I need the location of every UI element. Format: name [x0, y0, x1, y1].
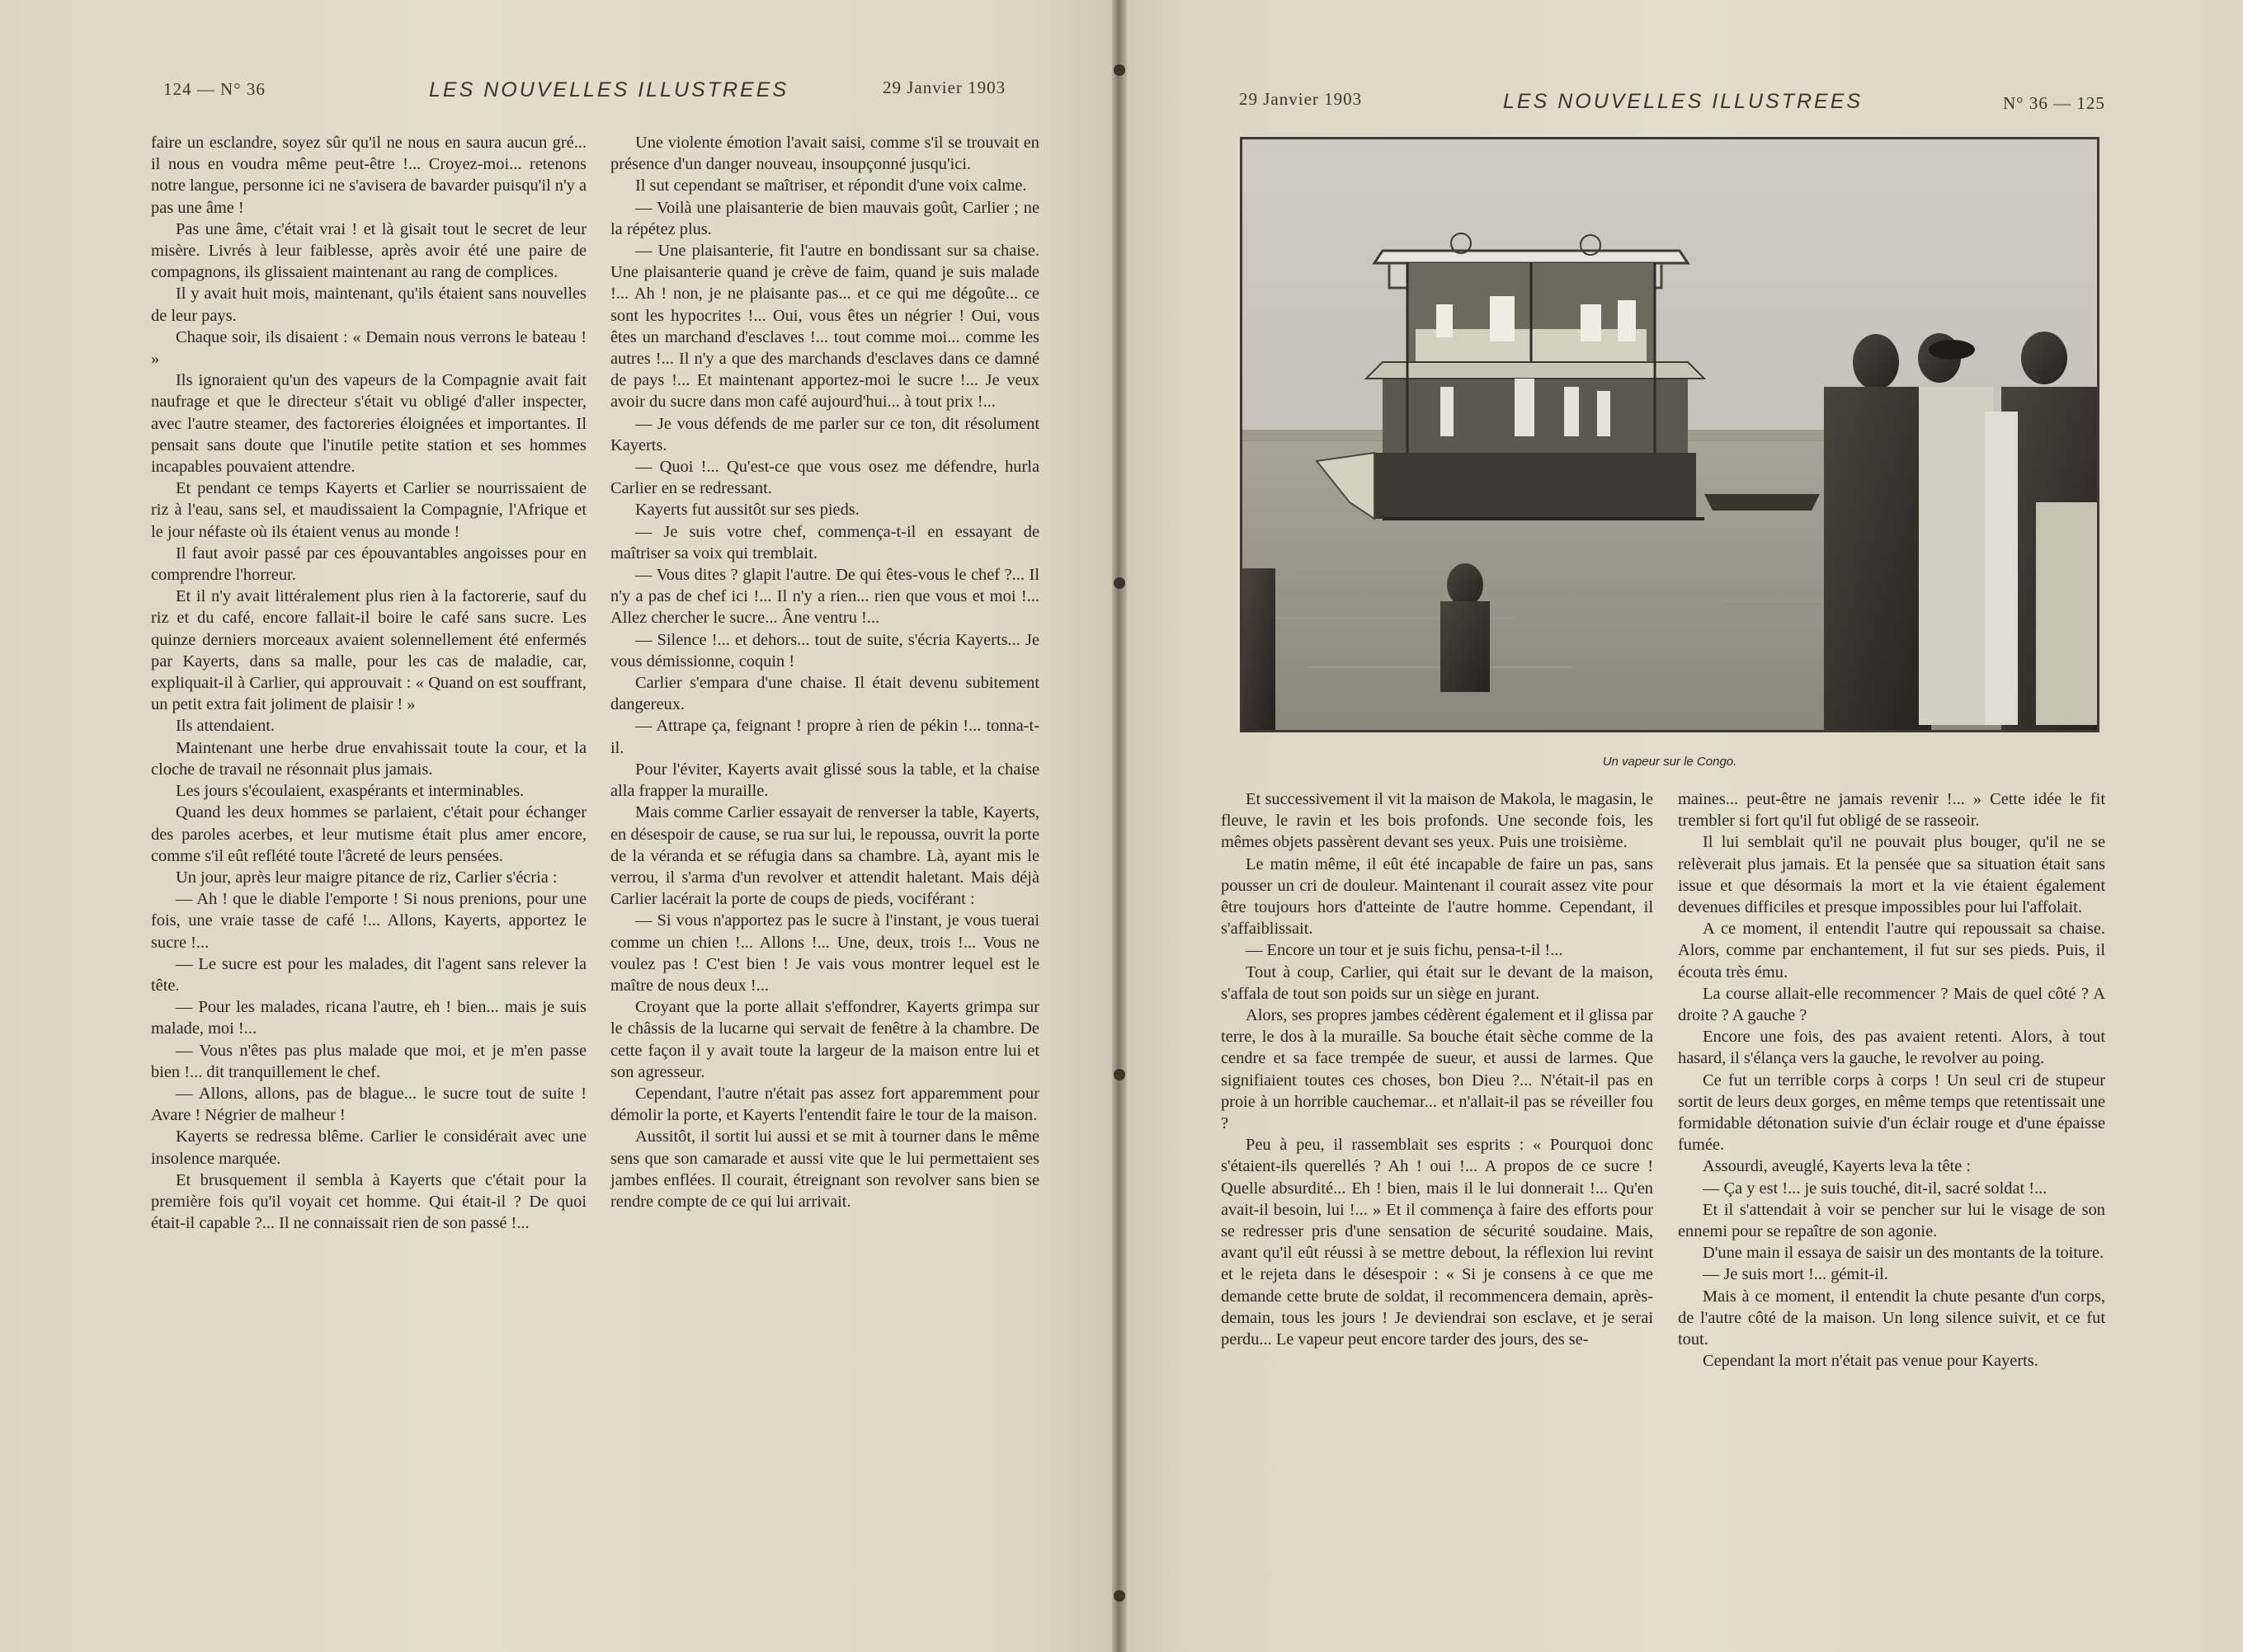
right-header-date: 29 Janvier 1903 — [1239, 89, 1363, 109]
paragraph: Et successivement il vit la maison de Makola, le magasin, le fleuve, le ravin et les bois profonds. Une seconde fois, les mêmes objets passèrent devant ses yeux. Puis une troisième. — [1221, 790, 1653, 852]
paragraph: Aussitôt, il sortit lui aussi et se mit à tourner dans le même sens que son camarade et aussi vite que le lui permettaient ses jambes enflées. Il courait, étreignant son revolver sans bien se rendre compte de ce qui lui arrivait. — [610, 1127, 1039, 1211]
paragraph: maines... peut-être ne jamais revenir !... » Cette idée le fit trembler si fort qu'il fut obligé de se rasseoir. — [1678, 790, 2105, 831]
paragraph: — Encore un tour et je suis fichu, pensa-t-il !... — [1246, 941, 1563, 960]
paragraph: Croyant que la porte allait s'effondrer, Kayerts grimpa sur le châssis de la lucarne qui servait de fenêtre à la chambre. De cette façon il y avait toute la largeur de la maison entre lui et son agresseur. — [610, 998, 1039, 1081]
paragraph: Et il s'attendait à voir se pencher sur lui le visage de son ennemi pour se repaître de son agonie. — [1678, 1200, 2105, 1241]
paragraph: Kayerts se redressa blême. Carlier le considérait avec une insolence marquée. — [151, 1127, 587, 1168]
paragraph: Carlier s'empara d'une chaise. Il était devenu subitement dangereux. — [610, 674, 1039, 714]
paragraph: — Je vous défends de me parler sur ce ton, dit résolument Kayerts. — [610, 414, 1039, 454]
paragraph: Il faut avoir passé par ces épouvantables angoisses pour en comprendre l'horreur. — [151, 544, 587, 585]
paragraph: Chaque soir, ils disaient : « Demain nous verrons le bateau ! » — [151, 327, 587, 369]
paragraph: Ils attendaient. — [176, 717, 276, 736]
book-gutter — [1112, 0, 1127, 1652]
paragraph: Maintenant une herbe drue envahissait toute la cour, et la cloche de travail ne résonnait plus jamais. — [151, 738, 587, 779]
paragraph: Alors, ses propres jambes cédèrent également et il glissa par terre, le dos à la muraille. Sa bouche était sèche comme de la cendre et sa face trempée de sueur, et aussi de larmes. Que signifiaient toutes ces choses, bon Dieu ?... N'était-il pas en proie à un horrible cauchemar... et n'allait-il pas se réveiller fou ? — [1221, 1006, 1653, 1133]
left-page-number: 124 — N° 36 — [163, 79, 266, 99]
paragraph: La course allait-elle recommencer ? Mais de quel côté ? A droite ? A gauche ? — [1678, 984, 2105, 1025]
paragraph: — Si vous n'apportez pas le sucre à l'instant, je vous tuerai comme un chien !... Allons !... Une, deux, trois !... Vous ne voulez pas ! C'est bien ! Je vais vous montrer lequel est le maître de nous deux !... — [610, 911, 1039, 995]
paragraph: Peu à peu, il rassemblait ses esprits : « Pourquoi donc s'étaient-ils querellés ? Ah ! oui !... A propos de ce sucre ! Quelle absurdité... Eh ! bien, mais il le lui donnerait !... Qu'en avait-il besoin, lui !... » Et il commença à faire des efforts pour se redresser pris d'une sensation de sécurité soudaine. Mais, avant qu'il eût réussi à se mettre debout, la réflexion lui revint et le rejeta dans le désespoir : « Si je consens à ce que me demande cette brute de soldat, il recommencera demain, après-demain, tous les jours ! Je deviendrai son esclave, et je serai perdu... Le vapeur peut encore tarder des jours, des se- — [1221, 1136, 1653, 1349]
paragraph: — Quoi !... Qu'est-ce que vous osez me défendre, hurla Carlier en se redressant. — [610, 458, 1039, 498]
paragraph: — Je suis mort !... gémit-il. — [1703, 1265, 1888, 1284]
paragraph: Les jours s'écoulaient, exaspérants et interminables. — [176, 782, 525, 801]
paragraph: Mais comme Carlier essayait de renverser la table, Kayerts, en désespoir de cause, se rua sur lui, le repoussa, ouvrit la porte de la véranda et se réfugia dans sa chambre. Là, ayant mis le verrou, il s'arma d'un revolver et attendit haletant. Mais déjà Carlier lacérait la porte de coups de pieds, vociférant : — [610, 803, 1039, 909]
paragraph: Un jour, après leur maigre pitance de riz, Carlier s'écria : — [176, 868, 558, 887]
right-running-title: LES NOUVELLES ILLUSTREES — [1503, 90, 1864, 113]
paragraph: Assourdi, aveuglé, Kayerts leva la tête : — [1703, 1157, 1972, 1176]
paragraph: — Ah ! que le diable l'emporte ! Si nous prenions, pour une fois, une vraie tasse de café !... Allons, Kayerts, apportez le sucre !... — [151, 890, 587, 952]
right-page-column-1 — [1221, 788, 1653, 1350]
paragraph: Cependant la mort n'était pas venue pour Kayerts. — [1703, 1352, 2038, 1371]
left-header-date: 29 Janvier 1903 — [883, 78, 1006, 97]
paragraph: — Pour les malades, ricana l'autre, eh ! bien... mais je suis malade, moi !... — [151, 998, 587, 1038]
paragraph: Encore une fois, des pas avaient retenti. Alors, à tout hasard, il s'élança vers la gauche, le revolver au poing. — [1678, 1028, 2105, 1068]
binding-staple — [1114, 1069, 1125, 1080]
paragraph: — Le sucre est pour les malades, dit l'agent sans relever la tête. — [151, 954, 587, 995]
paragraph: Et brusquement il sembla à Kayerts que c'était pour la première fois qu'il voyait cet homme. Qui était-il ? De quoi était-il capable ?... Il ne connaissait rien de son passé !... — [151, 1170, 587, 1233]
paragraph: Pas une âme, c'était vrai ! et là gisait tout le secret de leur misère. Livrés à leur faiblesse, après avoir été une paire de compagnons, ils glissaient maintenant au rang de complices. — [151, 219, 587, 282]
right-page-column-2 — [1678, 788, 2105, 1372]
right-page-number: N° 36 — 125 — [2003, 93, 2105, 113]
paragraph: — Ça y est !... je suis touché, dit-il, sacré soldat !... — [1703, 1179, 2047, 1198]
paragraph: Ils ignoraient qu'un des vapeurs de la Compagnie avait fait naufrage et que le directeur s'était vu obligé d'aller inspecter, avec l'autre steamer, des factoreries éloignées et importantes. Il pensait sans doute que l'inutile petite station et ses hommes incapables pouvaient attendre. — [151, 371, 587, 477]
paragraph: — Je suis votre chef, commença-t-il en essayant de maîtriser sa voix qui tremblait. — [610, 522, 1039, 562]
paragraph: Tout à coup, Carlier, qui était sur le devant de la maison, s'affala de tout son poids sur un siège en jurant. — [1221, 962, 1653, 1003]
paragraph: Le matin même, il eût été incapable de faire un pas, sans pousser un cri de douleur. Maintenant il courait assez vite pour être toujours hors d'atteinte de l'autre homme. Cependant, il s'affaiblissait. — [1221, 854, 1653, 939]
paragraph: D'une main il essaya de saisir un des montants de la toiture. — [1703, 1244, 2104, 1263]
paragraph: — Une plaisanterie, fit l'autre en bondissant sur sa chaise. Une plaisanterie quand je crève de faim, quand je suis malade !... Ah ! non, je ne plaisante pas... et ce qui me dégoûte... ce sont les hypocrites !... Oui, vous êtes un négrier ! Oui, vous êtes un marchand d'esclaves !... tout comme moi... comme les autres !... Il n'y a que des marchands d'esclaves dans ce damné de pays !... Et maintenant apportez-moi le sucre !... Je veux avoir du sucre dans mon café aujourd'hui... à tout prix !... — [610, 242, 1039, 412]
figure-caption: Un vapeur sur le Congo. — [1602, 755, 1737, 769]
paragraph: Quand les deux hommes se parlaient, c'était pour échanger des paroles acerbes, et leur mutisme était plus amer encore, comme s'il eût reflété toute l'âcreté de leurs pensées. — [151, 803, 587, 865]
paragraph: — Allons, allons, pas de blague... le sucre tout de suite ! Avare ! Négrier de malheur ! — [151, 1084, 587, 1125]
paragraph: Une violente émotion l'avait saisi, comme s'il se trouvait en présence d'un danger nouveau, insoupçonné jusqu'ici. — [610, 134, 1039, 174]
paragraph: — Voilà une plaisanterie de bien mauvais goût, Carlier ; ne la répétez plus. — [610, 198, 1039, 238]
left-running-title: LES NOUVELLES ILLUSTREES — [429, 78, 789, 101]
paragraph: Ce fut un terrible corps à corps ! Un seul cri de stupeur sortit de leurs deux gorges, en même temps que retentissait une formidable détonation suivie d'un éclair rouge et d'une épaisse fumée. — [1678, 1071, 2105, 1155]
paragraph: — Vous n'êtes pas plus malade que moi, et je m'en passe bien !... dit tranquillement le chef. — [151, 1041, 587, 1081]
binding-staple — [1114, 64, 1125, 76]
paragraph: faire un esclandre, soyez sûr qu'il ne nous en saura aucun gré... il nous en voudra même peut-être !... Croyez-moi... retenons notre langue, personne ici ne s'avisera de bavarder puisqu'il n'y a pas une âme ! — [151, 134, 587, 217]
paragraph: Il y avait huit mois, maintenant, qu'ils étaient sans nouvelles de leur pays. — [151, 285, 587, 325]
paragraph: Cependant, l'autre n'était pas assez fort apparemment pour démolir la porte, et Kayerts l'entendit faire le tour de la maison. — [610, 1084, 1039, 1125]
paragraph: Et pendant ce temps Kayerts et Carlier se nourrissaient de riz à l'eau, sans sel, et maudissaient la Compagnie, l'Afrique et le jour néfaste où ils étaient venus au monde ! — [151, 479, 587, 541]
left-page-column-1 — [151, 132, 587, 1234]
binding-staple — [1114, 1590, 1125, 1602]
paragraph: Pour l'éviter, Kayerts avait glissé sous la table, et la chaise alla frapper la muraille. — [610, 760, 1039, 801]
paragraph: A ce moment, il entendit l'autre qui repoussait sa chaise. Alors, comme par enchantement, il fut sur ses pieds. Puis, il écouta très ému. — [1678, 920, 2105, 981]
left-page-column-2 — [610, 132, 1039, 1212]
binding-staple — [1114, 577, 1125, 589]
paragraph: Kayerts fut aussitôt sur ses pieds. — [635, 501, 860, 520]
paragraph: Et il n'y avait littéralement plus rien à la factorerie, sauf du riz et du café, encore fallait-il boire le café sans sucre. Les quinze derniers morceaux avaient solennellement été enfermés par Kayerts, dans sa malle, pour les cas de maladie, car, expliquait-il à Carlier, qui approuvait : « Quand on est souffrant, un petit extra fait joliment de plaisir ! » — [151, 587, 587, 714]
steamer-photograph — [1240, 137, 2099, 732]
paragraph: — Vous dites ? glapit l'autre. De qui êtes-vous le chef ?... Il n'y a pas de chef ici !... Il n'y a rien... rien que vous et moi !... Allez chercher le sucre... Âne ventru !... — [610, 566, 1039, 628]
paragraph: Mais à ce moment, il entendit la chute pesante d'un corps, de l'autre côté de la maison. Un long silence suivit, et ce fut tout. — [1678, 1287, 2105, 1349]
paragraph: Il lui semblait qu'il ne pouvait plus bouger, qu'il ne se relèverait plus jamais. Et la pensée que sa situation était sans issue et que désormais la mort et la vie étaient également devenues difficiles et presque impossibles pour lui l'affolait. — [1678, 833, 2105, 917]
paragraph: — Silence !... et dehors... tout de suite, s'écria Kayerts... Je vous démissionne, coquin ! — [610, 630, 1039, 671]
paragraph: Il sut cependant se maîtriser, et répondit d'une voix calme. — [635, 176, 1027, 195]
steamer-illustration — [1242, 139, 2097, 730]
paragraph: — Attrape ça, feignant ! propre à rien de pékin !... tonna-t-il. — [610, 717, 1039, 757]
